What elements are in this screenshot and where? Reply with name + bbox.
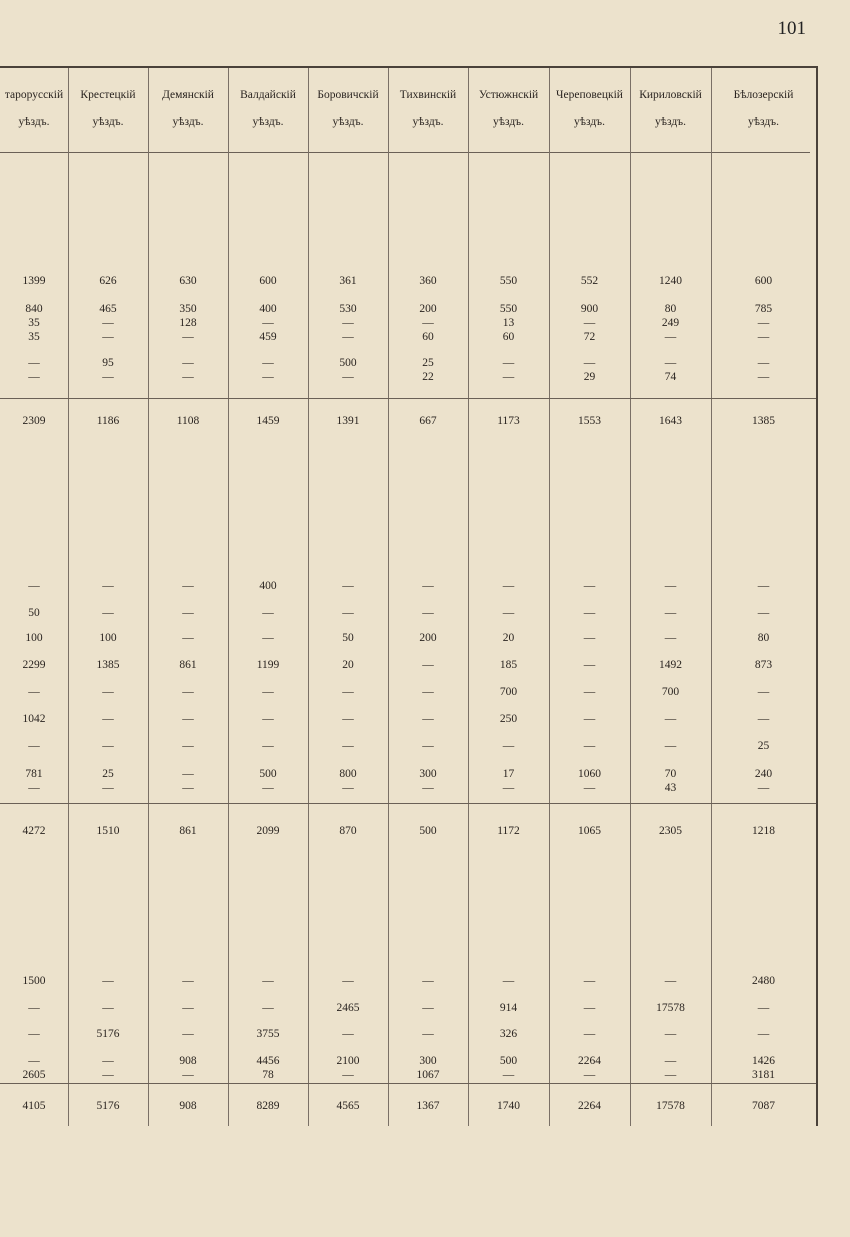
table-cell: — — [262, 607, 274, 619]
table-cell: — — [422, 782, 434, 794]
table-cell: — — [102, 740, 114, 752]
table-cell: — — [342, 317, 354, 329]
table-cell: — — [182, 782, 194, 794]
table-cell: — — [102, 317, 114, 329]
table-cell: 1385 — [96, 659, 120, 671]
table-cell: 200 — [419, 303, 437, 315]
table-cell: 2305 — [659, 825, 682, 837]
table-cell: 1060 — [578, 768, 601, 780]
table-cell: — — [28, 1055, 40, 1067]
table-cell: — — [182, 686, 194, 698]
table-cell: 7087 — [752, 1100, 775, 1112]
table-top-rule — [0, 66, 818, 68]
header-bottom-rule — [0, 152, 810, 153]
table-cell: — — [422, 713, 434, 725]
table-cell: — — [342, 580, 354, 592]
table-cell: 300 — [419, 768, 437, 780]
table-cell: — — [664, 632, 677, 644]
table-cell: 4105 — [22, 1100, 46, 1112]
column-header-suffix: уѣздъ. — [332, 116, 364, 128]
table-cell: 60 — [422, 331, 434, 343]
table-cell: — — [502, 580, 515, 592]
table-cell: 600 — [259, 275, 277, 287]
column-header-suffix: уѣздъ. — [654, 116, 686, 128]
table-cell: 5176 — [96, 1028, 120, 1040]
table-right-border — [816, 66, 818, 1126]
table-cell: — — [664, 607, 677, 619]
table-cell: — — [757, 371, 770, 383]
table-cell: 17578 — [656, 1002, 685, 1014]
table-cell: — — [422, 975, 434, 987]
table-cell: 870 — [339, 825, 357, 837]
table-cell: 95 — [102, 357, 114, 369]
table-cell: — — [342, 740, 354, 752]
table-cell: — — [502, 371, 515, 383]
table-cell: 1740 — [497, 1100, 520, 1112]
table-cell: 2299 — [22, 659, 46, 671]
page-number: 101 — [777, 18, 806, 39]
table-cell: — — [757, 713, 770, 725]
column-divider — [388, 68, 389, 1126]
table-cell: — — [583, 686, 596, 698]
table-cell: 840 — [25, 303, 43, 315]
table-cell: — — [583, 580, 596, 592]
table-cell: — — [583, 659, 596, 671]
table-cell: 550 — [499, 275, 518, 287]
table-cell: 50 — [28, 607, 40, 619]
column-header-suffix: уѣздъ. — [412, 116, 444, 128]
table-cell: 465 — [99, 303, 117, 315]
table-cell: — — [182, 580, 194, 592]
table-cell: — — [757, 331, 770, 343]
table-cell: — — [502, 782, 515, 794]
table-cell: 908 — [179, 1055, 197, 1067]
table-cell: — — [262, 371, 274, 383]
column-header-name: Кириловскій — [639, 89, 702, 101]
table-cell: — — [182, 1028, 194, 1040]
table-cell: 1391 — [336, 415, 360, 427]
table-cell: — — [182, 331, 194, 343]
table-cell: 1510 — [96, 825, 120, 837]
column-divider — [148, 68, 149, 1126]
table-cell: — — [583, 357, 596, 369]
table-cell: 100 — [25, 632, 43, 644]
table-cell: — — [422, 317, 434, 329]
table-cell: 2309 — [22, 415, 46, 427]
table-cell: — — [102, 1055, 114, 1067]
table-cell: — — [583, 1028, 596, 1040]
table-cell: — — [757, 1002, 770, 1014]
table-cell: — — [757, 317, 770, 329]
table-cell: 3755 — [256, 1028, 280, 1040]
column-header-suffix: уѣздъ. — [492, 116, 524, 128]
table-cell: — — [28, 782, 40, 794]
table-cell: — — [182, 607, 194, 619]
table-cell: — — [502, 607, 515, 619]
table-cell: — — [342, 782, 354, 794]
table-cell: — — [664, 580, 677, 592]
table-cell: 4456 — [256, 1055, 280, 1067]
table-cell: 667 — [419, 415, 437, 427]
table-cell: 72 — [583, 331, 596, 343]
table-cell: 1067 — [416, 1069, 440, 1081]
table-cell: 326 — [499, 1028, 518, 1040]
table-cell: 530 — [339, 303, 357, 315]
table-cell: — — [102, 782, 114, 794]
table-cell: 5176 — [96, 1100, 120, 1112]
table-cell: 80 — [664, 303, 677, 315]
table-cell: 240 — [754, 768, 773, 780]
table-cell: 400 — [259, 303, 277, 315]
column-divider — [630, 68, 631, 1126]
table-cell: 25 — [102, 768, 114, 780]
column-header-name: Крестецкій — [80, 89, 136, 101]
table-cell: 600 — [754, 275, 773, 287]
table-cell: 626 — [99, 275, 117, 287]
table-cell: 1643 — [659, 415, 682, 427]
table-cell: 1492 — [659, 659, 682, 671]
column-divider — [308, 68, 309, 1126]
table-cell: — — [502, 357, 515, 369]
table-cell: — — [664, 740, 677, 752]
table-cell: 1459 — [256, 415, 280, 427]
table-cell: — — [262, 740, 274, 752]
table-cell: 908 — [179, 1100, 197, 1112]
table-cell: — — [502, 975, 515, 987]
table-cell: — — [182, 632, 194, 644]
table-cell: — — [262, 975, 274, 987]
table-cell: 1240 — [659, 275, 682, 287]
table-cell: 1065 — [578, 825, 601, 837]
table-cell: 74 — [664, 371, 677, 383]
table-cell: — — [102, 607, 114, 619]
column-header-name: Устюжнскій — [478, 89, 539, 101]
table-cell: 861 — [179, 659, 197, 671]
column-header-name: Череповецкій — [556, 89, 623, 101]
table-cell: — — [664, 357, 677, 369]
table-cell: — — [664, 1028, 677, 1040]
table-cell: — — [583, 1069, 596, 1081]
table-cell: 8289 — [256, 1100, 280, 1112]
table-cell: — — [182, 1002, 194, 1014]
column-header-name: Бѣлозерскій — [733, 89, 794, 101]
table-cell: 861 — [179, 825, 197, 837]
table-cell: 1399 — [22, 275, 46, 287]
table-cell: 2605 — [22, 1069, 46, 1081]
column-divider — [68, 68, 69, 1126]
column-header-suffix: уѣздъ. — [18, 116, 50, 128]
table-cell: 50 — [342, 632, 354, 644]
table-cell: — — [664, 713, 677, 725]
table-cell: 185 — [499, 659, 518, 671]
table-cell: — — [583, 607, 596, 619]
table-cell: — — [182, 1069, 194, 1081]
table-cell: 781 — [25, 768, 43, 780]
table-cell: 22 — [422, 371, 434, 383]
table-cell: — — [102, 686, 114, 698]
table-cell: 400 — [259, 580, 277, 592]
table-cell: — — [28, 371, 40, 383]
table-cell: — — [102, 331, 114, 343]
section-rule — [0, 803, 816, 804]
table-cell: 2480 — [752, 975, 775, 987]
column-header-suffix: уѣздъ. — [252, 116, 284, 128]
table-cell: — — [262, 357, 274, 369]
table-cell: 70 — [664, 768, 677, 780]
table-cell: — — [583, 740, 596, 752]
column-header-name: Боровичскій — [317, 89, 379, 101]
table-cell: 873 — [754, 659, 773, 671]
table-cell: — — [583, 1002, 596, 1014]
table-cell: — — [342, 1069, 354, 1081]
table-cell: — — [664, 975, 677, 987]
table-cell: 2100 — [336, 1055, 360, 1067]
table-cell: 361 — [339, 275, 357, 287]
table-cell: — — [583, 317, 596, 329]
table-cell: 500 — [339, 357, 357, 369]
table-cell: 250 — [499, 713, 518, 725]
table-cell: — — [262, 782, 274, 794]
table-cell: — — [757, 357, 770, 369]
table-cell: 35 — [28, 331, 40, 343]
table-cell: — — [342, 713, 354, 725]
table-cell: — — [28, 357, 40, 369]
table-cell: 300 — [419, 1055, 437, 1067]
table-cell: — — [757, 607, 770, 619]
table-cell: — — [102, 1002, 114, 1014]
table-cell: 1199 — [256, 659, 280, 671]
table-cell: 1108 — [176, 415, 200, 427]
table-cell: 35 — [28, 317, 40, 329]
table-cell: — — [583, 975, 596, 987]
table-cell: 360 — [419, 275, 437, 287]
table-cell: — — [28, 1028, 40, 1040]
section-rule — [0, 398, 816, 399]
table-cell: — — [757, 1028, 770, 1040]
column-header-name: таpорусскій — [4, 89, 64, 101]
table-cell: 552 — [580, 275, 599, 287]
table-cell: — — [28, 686, 40, 698]
table-cell: 25 — [757, 740, 770, 752]
table-cell: — — [182, 975, 194, 987]
table-cell: — — [757, 580, 770, 592]
table-cell: 1553 — [578, 415, 601, 427]
table-cell: — — [422, 580, 434, 592]
section-rule — [0, 1083, 816, 1084]
table-cell: 13 — [502, 317, 515, 329]
table-cell: 80 — [757, 632, 770, 644]
table-cell: — — [262, 1002, 274, 1014]
table-cell: 2264 — [578, 1100, 601, 1112]
table-cell: — — [422, 686, 434, 698]
table-cell: 500 — [259, 768, 277, 780]
table-cell: — — [182, 713, 194, 725]
table-cell: 785 — [754, 303, 773, 315]
table-cell: — — [182, 357, 194, 369]
table-cell: — — [262, 686, 274, 698]
table-cell: 1186 — [96, 415, 120, 427]
table-cell: 800 — [339, 768, 357, 780]
table-cell: 1172 — [497, 825, 520, 837]
table-cell: 4272 — [22, 825, 46, 837]
table-cell: — — [342, 607, 354, 619]
table-cell: — — [583, 713, 596, 725]
table-cell: 700 — [499, 686, 518, 698]
column-divider — [468, 68, 469, 1126]
table-cell: 500 — [499, 1055, 518, 1067]
table-cell: 1173 — [497, 415, 520, 427]
table-cell: — — [664, 331, 677, 343]
table-cell: — — [583, 782, 596, 794]
statistics-table — [0, 66, 818, 1126]
table-cell: 4565 — [336, 1100, 360, 1112]
table-cell: 17 — [502, 768, 515, 780]
table-cell: 25 — [422, 357, 434, 369]
table-cell: 200 — [419, 632, 437, 644]
table-cell: — — [664, 1055, 677, 1067]
table-cell: 1042 — [22, 713, 46, 725]
table-cell: — — [28, 1002, 40, 1014]
table-cell: 20 — [502, 632, 515, 644]
table-cell: — — [342, 686, 354, 698]
table-cell: 1385 — [752, 415, 775, 427]
table-cell: 100 — [99, 632, 117, 644]
table-cell: — — [182, 740, 194, 752]
column-divider — [549, 68, 550, 1126]
table-cell: — — [342, 1028, 354, 1040]
column-divider — [711, 68, 712, 1126]
table-cell: 1367 — [416, 1100, 440, 1112]
table-cell: — — [664, 1069, 677, 1081]
table-cell: — — [422, 1002, 434, 1014]
column-header-suffix: уѣздъ. — [573, 116, 605, 128]
table-cell: — — [102, 371, 114, 383]
column-header-name: Валдайскій — [240, 89, 296, 101]
table-cell: 3181 — [752, 1069, 775, 1081]
table-cell: — — [583, 632, 596, 644]
table-cell: 29 — [583, 371, 596, 383]
table-cell: 249 — [661, 317, 680, 329]
table-cell: — — [422, 1028, 434, 1040]
table-cell: — — [262, 317, 274, 329]
table-cell: — — [502, 740, 515, 752]
table-cell: 20 — [342, 659, 354, 671]
table-cell: — — [342, 975, 354, 987]
table-cell: 43 — [664, 782, 677, 794]
table-cell: 60 — [502, 331, 515, 343]
table-cell: — — [502, 1069, 515, 1081]
table-cell: — — [342, 371, 354, 383]
table-cell: 914 — [499, 1002, 518, 1014]
table-cell: — — [422, 740, 434, 752]
table-cell: — — [28, 740, 40, 752]
table-cell: 900 — [580, 303, 599, 315]
table-cell: — — [102, 975, 114, 987]
column-header-name: Демянскій — [162, 89, 214, 101]
table-cell: — — [262, 713, 274, 725]
table-cell: 17578 — [656, 1100, 685, 1112]
table-cell: — — [757, 782, 770, 794]
column-divider — [228, 68, 229, 1126]
table-cell: 1426 — [752, 1055, 775, 1067]
table-cell: — — [102, 1069, 114, 1081]
column-header-suffix: уѣздъ. — [172, 116, 204, 128]
table-cell: — — [182, 768, 194, 780]
table-cell: 500 — [419, 825, 437, 837]
table-cell: — — [102, 713, 114, 725]
table-cell: 1500 — [22, 975, 46, 987]
table-cell: — — [422, 607, 434, 619]
table-cell: — — [422, 659, 434, 671]
table-cell: 630 — [179, 275, 197, 287]
column-header-name: Тихвинскій — [399, 89, 457, 101]
table-cell: — — [182, 371, 194, 383]
table-cell: 1218 — [752, 825, 775, 837]
table-cell: 128 — [179, 317, 197, 329]
table-cell: 350 — [179, 303, 197, 315]
table-cell: 550 — [499, 303, 518, 315]
table-cell: 459 — [259, 331, 277, 343]
table-cell: — — [757, 686, 770, 698]
table-cell: 78 — [262, 1069, 274, 1081]
table-cell: — — [342, 331, 354, 343]
table-cell: — — [262, 632, 274, 644]
table-cell: 2099 — [256, 825, 280, 837]
table-cell: — — [28, 580, 40, 592]
column-header-suffix: уѣздъ. — [92, 116, 124, 128]
table-cell: 700 — [661, 686, 680, 698]
table-cell: 2465 — [336, 1002, 360, 1014]
table-cell: — — [102, 580, 114, 592]
table-cell: 2264 — [578, 1055, 601, 1067]
column-header-suffix: уѣздъ. — [747, 116, 779, 128]
